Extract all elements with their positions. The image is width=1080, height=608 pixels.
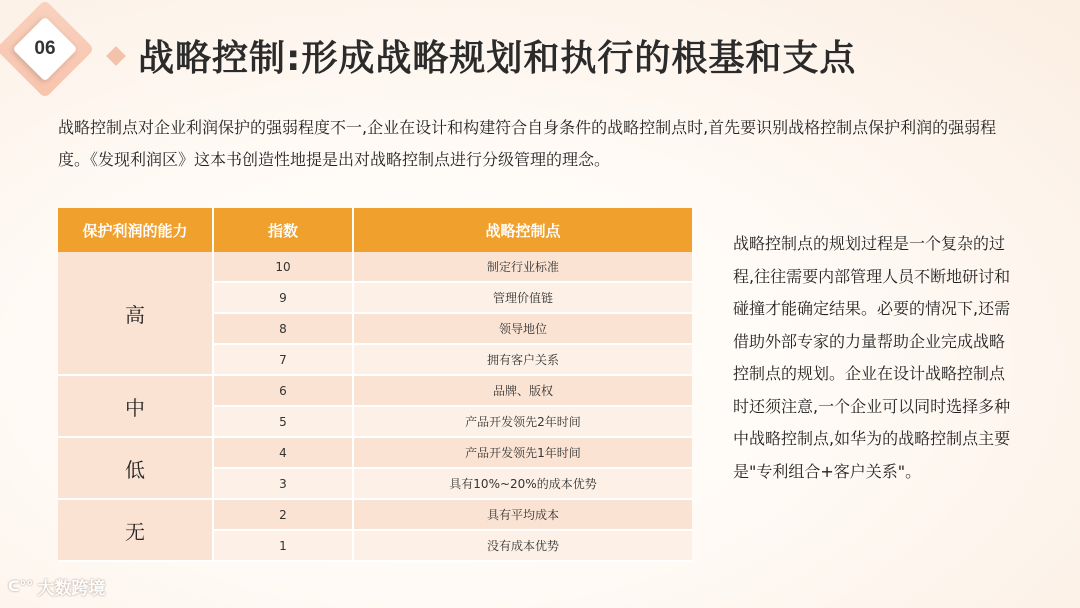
brand-logo xyxy=(8,574,105,599)
control-point-cell: 产品开发领先2年时间 xyxy=(353,406,692,437)
control-point-table xyxy=(58,208,692,562)
control-point-cell: 具有平均成本 xyxy=(353,499,692,530)
index-cell: 6 xyxy=(213,375,353,406)
level-medium: 中 xyxy=(58,375,213,437)
header-control-point: 战略控制点 xyxy=(353,208,692,252)
index-cell: 1 xyxy=(213,530,353,561)
level-low: 低 xyxy=(58,437,213,499)
index-cell: 3 xyxy=(213,468,353,499)
control-point-cell: 品牌、版权 xyxy=(353,375,692,406)
control-point-cell: 制定行业标准 xyxy=(353,252,692,282)
header-profit-protection: 保护利润的能力 xyxy=(58,208,213,252)
index-cell: 8 xyxy=(213,313,353,344)
index-cell: 2 xyxy=(213,499,353,530)
section-number: 06 xyxy=(34,38,56,59)
control-point-cell: 领导地位 xyxy=(353,313,692,344)
index-cell: 9 xyxy=(213,282,353,313)
index-cell: 5 xyxy=(213,406,353,437)
control-point-cell: 具有10%~20%的成本优势 xyxy=(353,468,692,499)
index-cell: 10 xyxy=(213,252,353,282)
level-high: 高 xyxy=(58,252,213,375)
level-none: 无 xyxy=(58,499,213,561)
page-title: 战略控制:形成战略规划和执行的根基和支点 xyxy=(138,38,857,79)
control-point-cell: 没有成本优势 xyxy=(353,530,692,561)
control-point-cell: 管理价值链 xyxy=(353,282,692,313)
title-diamond-icon xyxy=(106,46,126,66)
table-row xyxy=(58,437,692,468)
intro-paragraph: 战略控制点对企业利润保护的强弱程度不一,企业在设计和构建符合自身条件的战略控制点时,首先要识别战格控制点保护利润的强弱程度。《发现利润区》这本书创造性地提是出对战略控制点进行分级管理的理念。 xyxy=(58,118,997,169)
header-index: 指数 xyxy=(213,208,353,252)
index-cell: 4 xyxy=(213,437,353,468)
table-row xyxy=(58,499,692,530)
side-paragraph: 战略控制点的规划过程是一个复杂的过程,往往需要内部管理人员不断地研讨和碰撞才能确定结果。必要的情况下,还需借助外部专家的力量帮助企业完成战略控制点的规划。企业在设计战略控制点时还须注意,一个企业可以同时选择多种中战略控制点,如华为的战略控制点主要是"专利组合+客户关系"。 xyxy=(733,234,1011,481)
index-cell: 7 xyxy=(213,344,353,375)
control-point-cell: 产品开发领先1年时间 xyxy=(353,437,692,468)
table-header-row xyxy=(58,208,692,252)
logo-text: 大数跨境 xyxy=(37,579,106,599)
control-point-cell: 拥有客户关系 xyxy=(353,344,692,375)
table-row xyxy=(58,252,692,282)
table-row xyxy=(58,375,692,406)
logo-icon: ᑕ°° xyxy=(8,578,34,595)
